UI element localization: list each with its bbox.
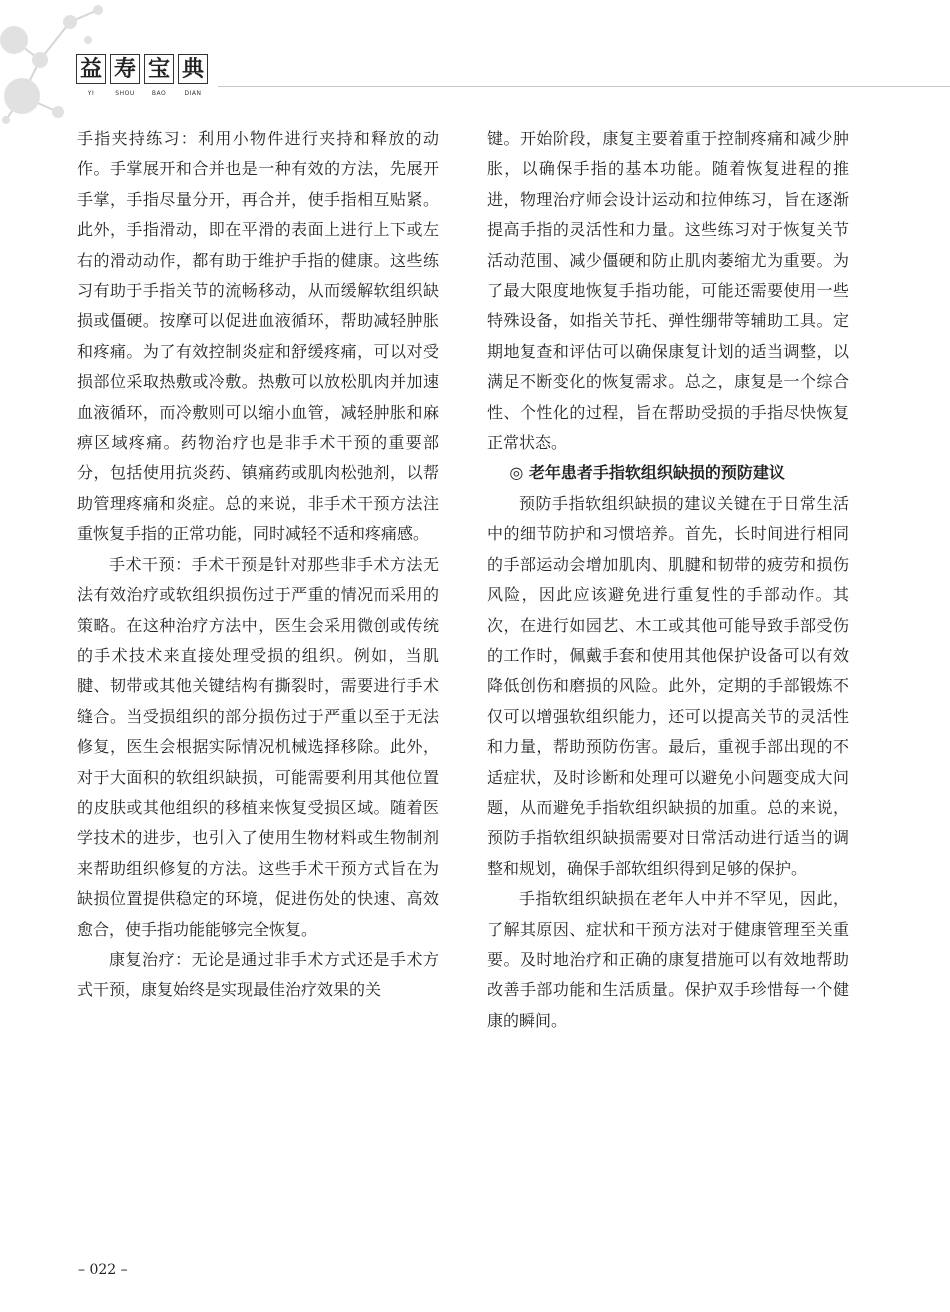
pinyin-label: SHOU [115, 90, 135, 97]
brand-pinyin [76, 90, 208, 97]
pinyin-label: DIAN [184, 90, 202, 97]
brand-title [76, 54, 208, 84]
pinyin-label: BAO [151, 90, 167, 97]
paragraph-conclusion: 手指软组织缺损在老年人中并不罕见，因此，了解其原因、症状和干预方法对于健康管理至关重要。及时地治疗和正确的康复措施可以有效地帮助改善手部功能和生活质量。保护双手珍惜每一个健康的瞬间。 [487, 889, 849, 1030]
page-number: – 022 – [78, 1262, 128, 1278]
header-rule [218, 86, 950, 87]
section-heading-prevention: ◎ 老年患者手指软组织缺损的预防建议 [509, 463, 785, 483]
paragraph-prevention: 预防手指软组织缺损的建议关键在于日常生活中的细节防护和习惯培养。首先，长时间进行相同的手部运动会增加肌肉、肌腱和韧带的疲劳和损伤风险，因此应该避免进行重复性的手部动作。其次，在进行如园艺、木工或其他可能导致手部受伤的工作时，佩戴手套和使用其他保护设备可以有效降低创伤和磨损的风险。此外，定期的手部锻炼不仅可以增强软组织能力，还可以提高关节的灵活性和力量，帮助预防伤害。最后，重视手部出现的不适症状，及时诊断和处理可以避免小问题变成大问题，从而避免手指软组织缺损的加重。总的来说，预防手指软组织缺损需要对日常活动进行适当的调整和规划，确保手部软组织得到足够的保护。 [487, 493, 849, 878]
paragraph-rehabilitation: 康复治疗：无论是通过非手术方式还是手术方式干预，康复始终是实现最佳治疗效果的关 [77, 949, 439, 1000]
left-column [77, 124, 439, 1006]
brand-char: 益 [76, 54, 106, 84]
paragraph-rehabilitation-continued: 键。开始阶段，康复主要着重于控制疼痛和减少肿胀，以确保手指的基本功能。随着恢复进程的推进，物理治疗师会设计运动和拉伸练习，旨在逐渐提高手指的灵活性和力量。这些练习对于恢复关节活动范围、减少僵硬和防止肌肉萎缩尤为重要。为了最大限度地恢复手指功能，可能还需要使用一些特殊设备，如指关节托、弹性绷带等辅助工具。定期地复查和评估可以确保康复计划的适当调整，以满足不断变化的恢复需求。总之，康复是一个综合性、个性化的过程，旨在帮助受损的手指尽快恢复正常状态。 [487, 129, 849, 453]
brand-char: 典 [178, 54, 208, 84]
brand-char: 宝 [144, 54, 174, 84]
paragraph-finger-exercises: 手指夹持练习：利用小物件进行夹持和释放的动作。手掌展开和合并也是一种有效的方法，先展开手掌，手指尽量分开，再合并，使手指相互贴紧。此外，手指滑动，即在平滑的表面上进行上下或左右的滑动动作，都有助于维护手指的健康。这些练习有助于手指关节的流畅移动，从而缓解软组织缺损或僵硬。按摩可以促进血液循环，帮助减轻肿胀和疼痛。为了有效控制炎症和舒缓疼痛，可以对受损部位采取热敷或冷敷。热敷可以放松肌肉并加速血液循环，而冷敷则可以缩小血管，减轻肿胀和麻痹区域疼痛。药物治疗也是非手术干预的重要部分，包括使用抗炎药、镇痛药或肌肉松弛剂，以帮助管理疼痛和炎症。总的来说，非手术干预方法注重恢复手指的正常功能，同时减轻不适和疼痛感。 [77, 129, 439, 544]
brand-char: 寿 [110, 54, 140, 84]
right-column [487, 124, 849, 1036]
paragraph-surgical-intervention: 手术干预：手术干预是针对那些非手术方法无法有效治疗或软组织损伤过于严重的情况而采用的策略。在这种治疗方法中，医生会采用微创或传统的手术技术来直接处理受损的组织。例如，当肌腱、韧带或其他关键结构有撕裂时，需要进行手术缝合。当受损组织的部分损伤过于严重以至于无法修复，医生会根据实际情况机械选择移除。此外，对于大面积的软组织缺损，可能需要利用其他位置的皮肤或其他组织的移植来恢复受损区域。随着医学技术的进步，也引入了使用生物材料或生物制剂来帮助组织修复的方法。这些手术干预方式旨在为缺损位置提供稳定的环境，促进伤处的快速、高效愈合，使手指功能能够完全恢复。 [77, 554, 439, 939]
pinyin-label: YI [87, 90, 95, 97]
